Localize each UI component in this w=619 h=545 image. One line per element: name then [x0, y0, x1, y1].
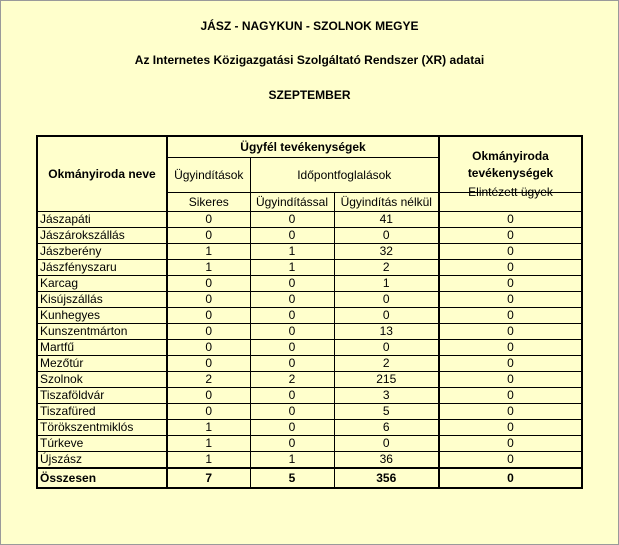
table-row	[37, 308, 582, 324]
completed-cases-header: Elintézett ügyek	[439, 183, 582, 202]
successful-cell: 0	[167, 292, 250, 308]
without-case-start-cell: 41	[334, 212, 439, 228]
client-activities-header: Ügyfél tevékenységek	[167, 136, 439, 158]
with-case-start-cell: 0	[250, 404, 334, 420]
with-case-start-cell: 0	[250, 292, 334, 308]
without-case-start-cell: 2	[334, 260, 439, 276]
successful-cell: 0	[167, 276, 250, 292]
table-row	[37, 404, 582, 420]
without-case-start-cell: 6	[334, 420, 439, 436]
office-name-cell: Jászfényszaru	[37, 260, 167, 276]
completed-cell: 0	[439, 260, 582, 276]
office-name-cell: Túrkeve	[37, 436, 167, 452]
table-row	[37, 340, 582, 356]
completed-cell: 0	[439, 388, 582, 404]
county-title: JÁSZ - NAGYKUN - SZOLNOK MEGYE	[200, 19, 419, 33]
with-case-start-cell: 0	[250, 212, 334, 228]
successful-cell: 0	[167, 340, 250, 356]
with-case-start-cell: 0	[250, 388, 334, 404]
with-case-start-cell: 1	[250, 260, 334, 276]
with-case-start-cell: 0	[250, 420, 334, 436]
without-case-start-cell: 0	[334, 340, 439, 356]
without-case-start-cell: 1	[334, 276, 439, 292]
table-row	[37, 228, 582, 244]
completed-cell: 0	[439, 404, 582, 420]
without-case-start-cell: 0	[334, 228, 439, 244]
successful-cell: 1	[167, 420, 250, 436]
completed-cell: 0	[439, 420, 582, 436]
successful-cell: 0	[167, 228, 250, 244]
table-row	[37, 356, 582, 372]
completed-cell: 0	[439, 212, 582, 228]
table-row	[37, 260, 582, 276]
office-name-cell: Mezőtúr	[37, 356, 167, 372]
office-name-cell: Karcag	[37, 276, 167, 292]
successful-cell: 1	[167, 244, 250, 260]
successful-cell: 0	[167, 308, 250, 324]
table-row	[37, 420, 582, 436]
with-case-start-cell: 0	[250, 356, 334, 372]
without-case-start-cell: 3	[334, 388, 439, 404]
successful-cell: 2	[167, 372, 250, 388]
table-row	[37, 436, 582, 452]
without-case-start-cell: 0	[334, 308, 439, 324]
completed-cell: 0	[439, 292, 582, 308]
with-case-start-cell: 0	[250, 324, 334, 340]
table-row	[37, 276, 582, 292]
total-with-case-start: 5	[250, 468, 334, 488]
completed-cell: 0	[439, 372, 582, 388]
table-row	[37, 452, 582, 469]
office-name-cell: Martfű	[37, 340, 167, 356]
office-name-cell: Kunszentmárton	[37, 324, 167, 340]
table-row	[37, 372, 582, 388]
successful-cell: 0	[167, 356, 250, 372]
office-name-cell: Szolnok	[37, 372, 167, 388]
without-case-start-cell: 32	[334, 244, 439, 260]
completed-cell: 0	[439, 436, 582, 452]
without-case-start-cell: 0	[334, 436, 439, 452]
total-without-case-start: 356	[334, 468, 439, 488]
total-label: Összesen	[37, 468, 167, 488]
office-name-cell: Kisújszállás	[37, 292, 167, 308]
month-title: SZEPTEMBER	[268, 88, 351, 102]
completed-cell: 0	[439, 276, 582, 292]
completed-cell: 0	[439, 244, 582, 260]
successful-cell: 1	[167, 260, 250, 276]
office-name-cell: Törökszentmiklós	[37, 420, 167, 436]
office-name-cell: Tiszafüred	[37, 404, 167, 420]
table-row	[37, 388, 582, 404]
office-name-cell: Jászapáti	[37, 212, 167, 228]
office-name-cell: Jászberény	[37, 244, 167, 260]
without-case-start-cell: 215	[334, 372, 439, 388]
without-case-start-header: Ügyindítás nélkül	[334, 193, 439, 212]
with-case-start-cell: 0	[250, 228, 334, 244]
table-row	[37, 244, 582, 260]
with-case-start-cell: 0	[250, 340, 334, 356]
completed-cell: 0	[439, 356, 582, 372]
completed-cell: 0	[439, 340, 582, 356]
case-starts-header: Ügyindítások	[167, 158, 250, 193]
completed-cell: 0	[439, 324, 582, 340]
without-case-start-cell: 13	[334, 324, 439, 340]
office-name-cell: Újszász	[37, 452, 167, 469]
with-case-start-cell: 0	[250, 436, 334, 452]
without-case-start-cell: 2	[334, 356, 439, 372]
successful-cell: 0	[167, 388, 250, 404]
without-case-start-cell: 0	[334, 292, 439, 308]
completed-cell: 0	[439, 452, 582, 469]
table-row	[37, 324, 582, 340]
total-completed: 0	[439, 468, 582, 488]
successful-header: Sikeres	[167, 193, 250, 212]
table-row	[37, 212, 582, 228]
office-name-cell: Tiszaföldvár	[37, 388, 167, 404]
with-case-start-cell: 1	[250, 244, 334, 260]
office-name-cell: Kunhegyes	[37, 308, 167, 324]
successful-cell: 0	[167, 324, 250, 340]
office-name-cell: Jászárokszállás	[37, 228, 167, 244]
statistics-table	[36, 135, 583, 489]
with-case-start-cell: 2	[250, 372, 334, 388]
with-case-start-cell: 0	[250, 276, 334, 292]
table-row	[37, 292, 582, 308]
completed-cell: 0	[439, 228, 582, 244]
with-case-start-header: Ügyindítással	[250, 193, 334, 212]
appointments-header: Időpontfoglalások	[250, 158, 439, 193]
with-case-start-cell: 1	[250, 452, 334, 469]
successful-cell: 0	[167, 404, 250, 420]
office-activities-header: Okmányiroda tevékenységek	[439, 136, 582, 193]
without-case-start-cell: 5	[334, 404, 439, 420]
with-case-start-cell: 0	[250, 308, 334, 324]
successful-cell: 0	[167, 212, 250, 228]
without-case-start-cell: 36	[334, 452, 439, 469]
completed-cell: 0	[439, 308, 582, 324]
office-name-header: Okmányiroda neve	[37, 136, 167, 212]
total-successful: 7	[167, 468, 250, 488]
successful-cell: 1	[167, 452, 250, 469]
successful-cell: 1	[167, 436, 250, 452]
report-subtitle: Az Internetes Közigazgatási Szolgáltató Rendszer (XR) adatai	[134, 53, 485, 67]
